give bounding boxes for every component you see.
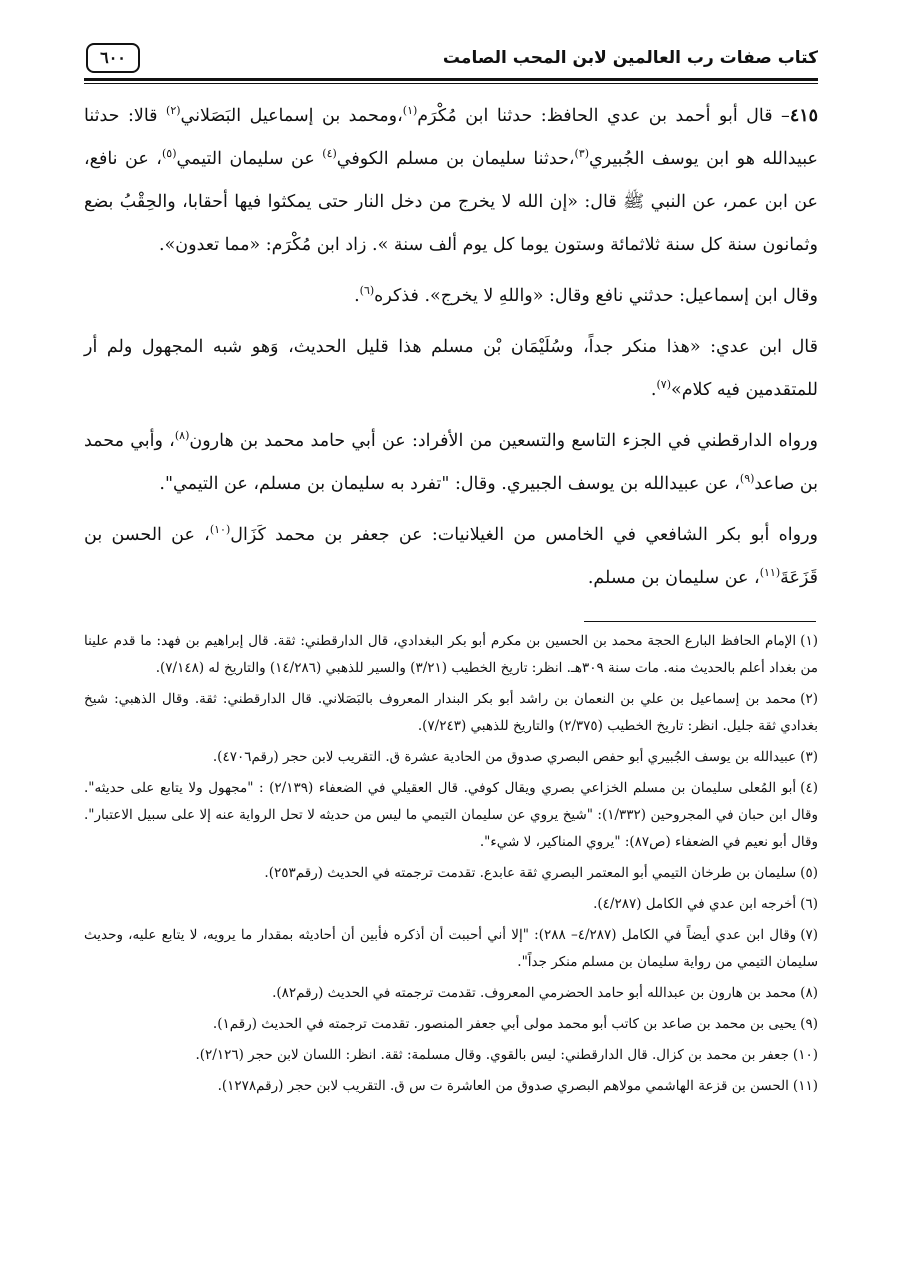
header-rule bbox=[84, 78, 818, 81]
footnote-ref[interactable]: (٦) bbox=[359, 284, 375, 298]
footnote-number: (١١) bbox=[792, 1078, 818, 1094]
footnote-ref[interactable]: (٥) bbox=[161, 147, 177, 161]
footnote-number: (٦) bbox=[800, 896, 818, 912]
footnote-ref[interactable]: (١١) bbox=[759, 566, 781, 580]
footnote-number: (٥) bbox=[800, 865, 818, 881]
footnote-ref[interactable]: (١) bbox=[402, 104, 418, 118]
footnote-number: (٧) bbox=[800, 927, 819, 943]
footnote: (٢)محمد بن إسماعيل بن علي بن النعمان بن راشد أبو بكر البندار المعروف بالبَصَلاني. قال الدارقطني: ثقة. وقال الذهبي: شيخ بغدادي ثقة جليل. انظر: تاريخ الخطيب (٢/٣٧٥) والتاريخ للذهبي (٧/٢٤٣). bbox=[84, 691, 818, 734]
footnote: (٦)أخرجه ابن عدي في الكامل (٤/٢٨٧). bbox=[593, 896, 818, 912]
footnote-ref[interactable]: (٣) bbox=[574, 147, 589, 161]
footnote-ref[interactable]: (١٠) bbox=[209, 523, 231, 537]
footnote-ref[interactable]: (٩) bbox=[739, 472, 755, 486]
body-paragraph: ورواه أبو بكر الشافعي في الخامس من الغيلانيات: عن جعفر بن محمد كَزَال$^{(١٠)}$، عن الحسن بن قَزَعَةَ$^{(١١)}$، عن سليمان بن مسلم. bbox=[84, 523, 819, 588]
footnote: (١١)الحسن بن قزعة الهاشمي مولاهم البصري صدوق من العاشرة ت س ق. التقريب لابن حجر (رقم١٢٧٨). bbox=[217, 1078, 818, 1094]
footnote: (١٠)جعفر بن محمد بن كزال. قال الدارقطني: ليس بالقوي. وقال مسلمة: ثقة. انظر: اللسان لابن حجر (٢/١٢٦). bbox=[195, 1047, 818, 1063]
body-paragraph: قال ابن عدي: «هذا منكر جداً، وسُلَيْمَان بْن مسلم هذا قليل الحديث، وَهو شبه المجهول ولم أر للمتقدمين فيه كلام»$^{(٧)}$. bbox=[84, 337, 818, 400]
footnote-ref[interactable]: (٢) bbox=[166, 104, 181, 118]
footnote: (٤)أبو المُعلى سليمان بن مسلم الخزاعي بصري ويقال كوفي. قال العقيلي في الضعفاء (٢/١٣٩) : "مجهول ولا يتابع على حديثه". وقال ابن حبان في المجروحين (١/٣٣٢): "شيخ يروي عن سليمان التيمي ما ليس من حديثه لا تحل الرواية عنه إلا على سبيل الاعتبار". وقال أبو نعيم في الضعفاء (ص٨٧): "يروي المناكير، لا شيء". bbox=[84, 780, 818, 850]
page-number: ٦٠٠ bbox=[86, 43, 140, 73]
footnote: (٥)سليمان بن طرخان التيمي أبو المعتمر البصري ثقة عابدع. تقدمت ترجمته في الحديث (رقم٢٥٣). bbox=[264, 865, 818, 881]
footnotes bbox=[84, 628, 818, 1104]
footnote-number: (٢) bbox=[800, 691, 818, 707]
footnote-ref[interactable]: (٧) bbox=[656, 378, 671, 392]
page-header bbox=[84, 40, 818, 80]
body-paragraph: وقال ابن إسماعيل: حدثني نافع وقال: «واللهِ لا يخرج». فذكره$^{(٦)}$. bbox=[354, 284, 818, 306]
footnote-number: (٨) bbox=[800, 985, 818, 1001]
footnote: (٨)محمد بن هارون بن عبدالله أبو حامد الحضرمي المعروف. تقدمت ترجمته في الحديث (رقم٨٢). bbox=[272, 985, 818, 1001]
footnote: (٩)يحيى بن محمد بن صاعد بن كاتب أبو محمد مولى أبي جعفر المنصور. تقدمت ترجمته في الحديث (رقم١). bbox=[212, 1016, 818, 1032]
footnote-number: (٤) bbox=[800, 780, 818, 796]
hadith-number: ٤١٥ bbox=[789, 106, 819, 126]
footnote: (١)الإمام الحافظ البارع الحجة محمد بن الحسين بن مكرم أبو بكر البغدادي، قال الدارقطني: ثقة. قال إبراهيم بن فهد: ما قدم علينا من بغداد أعلم بالحديث منه. مات سنة ٣٠٩هـ. انظر: تاريخ الخطيب (٣/٢١) والسير للذهبي (١٤/٢٨٦) والتاريخ له (٧/١٤٨). bbox=[84, 633, 818, 676]
footnote-separator bbox=[584, 621, 816, 622]
footnote-number: (١) bbox=[800, 633, 818, 649]
footnote-number: (٣) bbox=[800, 749, 818, 765]
body-paragraph: ورواه الدارقطني في الجزء التاسع والتسعين من الأفراد: عن أبي حامد محمد بن هارون$^{(٨)}$، وأبي محمد بن صاعد$^{(٩)}$، عن عبيدالله بن يوسف الجبيري. وقال: "تفرد به سليمان بن مسلم، عن التيمي". bbox=[84, 429, 818, 494]
footnote: (٣)عبيدالله بن يوسف الجُبيري أبو حفص البصري صدوق من الحادية عشرة ق. التقريب لابن حجر (رقم٤٧٠٦). bbox=[212, 749, 818, 765]
footnote: (٧)وقال ابن عدي أيضاً في الكامل (٤/٢٨٧– ٢٨٨): "إلا أني أحببت أن أذكره فأبين أن أحاديثه بمقدار ما يرويه، لا يتابع عليه، وحديث سليمان التيمي من رواية سليمان بن مسلم منكر جداً". bbox=[84, 927, 819, 970]
main-text bbox=[84, 95, 818, 608]
footnote-ref[interactable]: (٨) bbox=[174, 429, 190, 443]
footnote-ref[interactable]: (٤) bbox=[322, 147, 337, 161]
book-title: كتاب صفات رب العالمين لابن المحب الصامت bbox=[442, 48, 818, 68]
footnote-number: (١٠) bbox=[792, 1047, 818, 1063]
footnote-number: (٩) bbox=[800, 1016, 818, 1032]
hadith-paragraph: ٤١٥– قال أبو أحمد بن عدي الحافظ: حدثنا ابن مُكْرَم$^{(١)}$،ومحمد بن إسماعيل البَصَلاني$^{(٢)}$ قالا: حدثنا عبيدالله هو ابن يوسف الجُبيري$^{(٣)}$،حدثنا سليمان بن مسلم الكوفي$^{(٤)}$ عن سليمان التيمي$^{(٥)}$، عن نافع، عن ابن عمر، عن النبي ﷺ قال: «إن الله لا يخرج من دخل النار حتى يمكثوا فيها أحقابا، والحِقْبُ بضع وثمانون سنة كل سنة ثلاثمائة وستون يوما كل يوم ألف سنة ». زاد ابن مُكْرَم: «مما تعدون». bbox=[84, 104, 819, 255]
header-rule-thin bbox=[84, 83, 818, 84]
